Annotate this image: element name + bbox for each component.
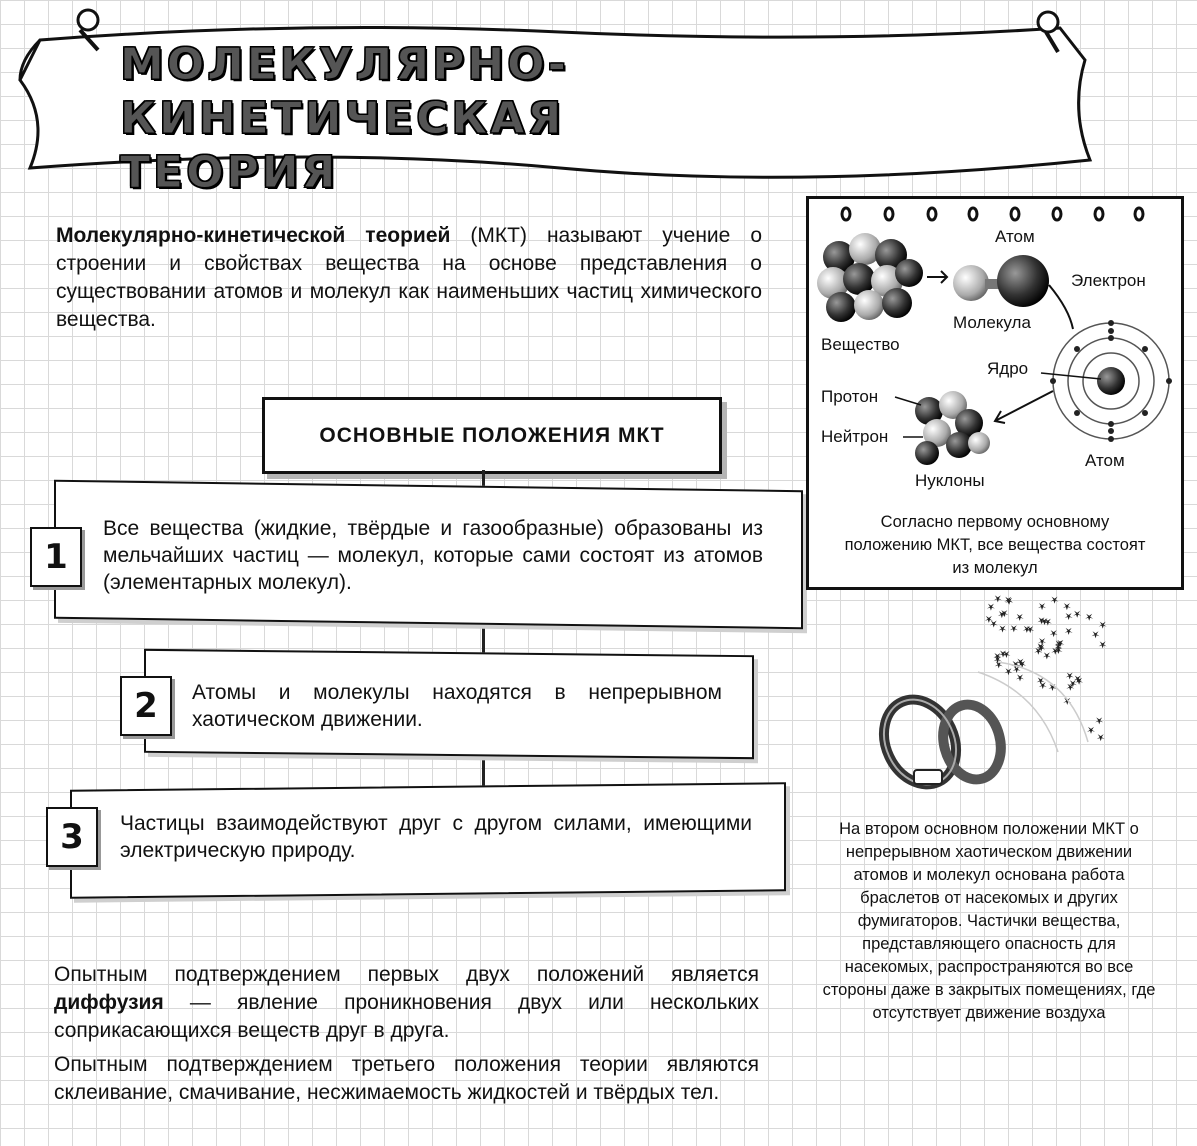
- label-nucleus: Ядро: [987, 359, 1029, 378]
- diffusion-paragraph: [54, 961, 759, 1045]
- bracelet-icon: [871, 688, 1009, 796]
- insect-icon: [1092, 631, 1100, 638]
- insect-icon: [1099, 622, 1107, 629]
- principle-number-3: 3: [46, 807, 98, 867]
- insect-icon: [1038, 603, 1046, 610]
- third-principle-paragraph: Опытным подтверждением третьего положения теории являются склеивание, смачивание, несжимаемость жидкостей и твёрдых тел.: [54, 1053, 759, 1104]
- insect-icon: [1043, 652, 1051, 659]
- insect-icon: [1065, 613, 1073, 620]
- insect-icon: [1073, 611, 1081, 618]
- insect-icon: [1004, 668, 1012, 675]
- insect-icon: [1097, 734, 1105, 741]
- molecule-icon: [953, 255, 1049, 307]
- arrow-icon: [995, 391, 1053, 423]
- insect-icon: [1039, 682, 1047, 689]
- principle-number-1: 1: [30, 527, 82, 587]
- page-title: [120, 38, 1000, 200]
- diagram-caption: Согласно первому основному положению МКТ, все вещества состоят из молекул: [844, 513, 1146, 577]
- pointer-line: [1041, 373, 1101, 379]
- substance-icon: [817, 233, 923, 322]
- nucleons-icon: [915, 391, 990, 465]
- title-line-2: ТЕОРИЯ: [120, 147, 339, 198]
- pointer-line: [895, 397, 921, 405]
- insect-icon: [987, 604, 995, 611]
- label-nucleons: Нуклоны: [915, 471, 985, 490]
- diffusion-text-before: Опытным подтверждением первых двух положений является: [54, 963, 759, 986]
- principle-text-2: Атомы и молекулы находятся в непрерывном хаотическом движении.: [192, 681, 722, 731]
- insect-icon: [998, 625, 1006, 632]
- insect-icon: [1051, 597, 1059, 604]
- arrow-icon: [1049, 285, 1073, 329]
- principles-header: ОСНОВНЫЕ ПОЛОЖЕНИЯ МКТ: [262, 397, 722, 474]
- atom-icon: [1050, 320, 1172, 442]
- insect-icon: [1065, 628, 1073, 635]
- principle-number-2: 2: [120, 676, 172, 736]
- insect-icon: [1099, 641, 1107, 648]
- connector-line: [482, 470, 485, 486]
- diffusion-text-after: — явление проникновения двух или нескольких соприкасающихся веществ друг в друга.: [54, 991, 759, 1042]
- insect-icon: [1016, 674, 1024, 681]
- structure-diagram: [806, 196, 1184, 590]
- insect-icon: [1016, 614, 1024, 621]
- arrow-icon: [927, 271, 947, 283]
- diffusion-term: диффузия: [54, 991, 164, 1014]
- insect-icon: [1087, 727, 1095, 734]
- label-substance: Вещество: [821, 335, 900, 354]
- insect-icon: [1004, 597, 1012, 604]
- insect-icon: [1063, 603, 1071, 610]
- insect-icon: [1085, 614, 1093, 621]
- principle-text-3: Частицы взаимодействуют друг с другом силами, имеющими электрическую природу.: [120, 812, 752, 862]
- ring-binder-icon: [842, 208, 1143, 220]
- label-molecule: Молекула: [953, 313, 1031, 332]
- insect-icon: [990, 621, 998, 628]
- label-neutron: Нейтрон: [821, 427, 889, 446]
- insect-icon: [1066, 672, 1074, 679]
- label-electron: Электрон: [1071, 271, 1146, 290]
- bracelet-caption: На втором основном положении МКТ о непрерывном хаотическом движении атомов и молекул основана работа браслетов от насекомых и других фумигаторов. Частички вещества, представляющего опасность для насекомых, распространяются во все стороны даже в закрытых помещениях, где отсутствует движение воздуха: [822, 820, 1156, 1022]
- insect-icon: [1095, 717, 1103, 724]
- label-atom-top: Атом: [995, 227, 1035, 246]
- insect-icon: [1010, 625, 1018, 632]
- insect-icon: [1050, 630, 1058, 637]
- intro-paragraph: [56, 222, 762, 334]
- bracelet-illustration: [868, 592, 1128, 812]
- principle-text-1: Все вещества (жидкие, твёрдые и газообразные) образованы из мельчайших частиц — молекул, которые сами состоят из атомов (элементарных молекул).: [103, 517, 763, 594]
- insect-icon: [994, 595, 1002, 602]
- intro-text: (МКТ) называют учение о строении и свойствах вещества на основе представления о существовании атомов и молекул как наименьших частиц химического вещества.: [56, 224, 763, 331]
- intro-term: Молекулярно-кинетической теорией: [56, 224, 451, 247]
- title-line-1: МОЛЕКУЛЯРНО-КИНЕТИЧЕСКАЯ: [120, 39, 569, 144]
- label-atom-bottom: Атом: [1085, 451, 1125, 470]
- insects-icon: [985, 595, 1107, 741]
- insect-icon: [1038, 638, 1046, 645]
- label-proton: Протон: [821, 387, 879, 406]
